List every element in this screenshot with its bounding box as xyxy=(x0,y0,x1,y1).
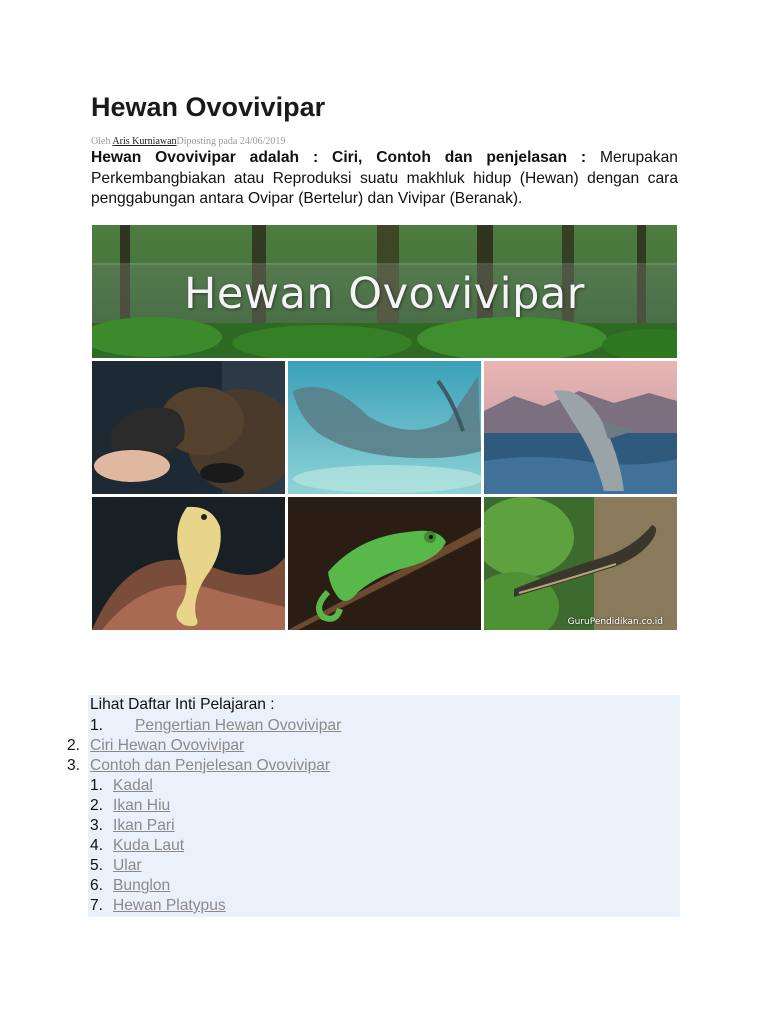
toc-subitem xyxy=(90,816,175,836)
toc-subitem-number: 7. xyxy=(90,897,104,914)
platypus-image xyxy=(92,361,285,494)
toc-link-pengertian[interactable]: Pengertian Hewan Ovovivipar xyxy=(135,717,342,734)
toc-link-kuda-laut[interactable]: Kuda Laut xyxy=(113,837,185,854)
post-meta xyxy=(91,136,285,147)
toc-subitem xyxy=(90,856,142,876)
intro-text: Merupakan Perkembangbiakan atau Reproduksi suatu makhluk hidup (Hewan) dengan cara penggabungan antara Ovipar (Bertelur) dan Vivipar (Beranak). xyxy=(91,149,678,207)
intro-paragraph xyxy=(91,148,678,210)
toc-subitem-number: 4. xyxy=(90,837,104,854)
table-of-contents xyxy=(67,695,680,917)
author-link[interactable]: Aris Kurniawan xyxy=(112,136,177,147)
toc-subitem-number: 6. xyxy=(90,877,104,894)
toc-item xyxy=(90,716,341,736)
stingray-image xyxy=(288,361,481,494)
toc-link-ikan-pari[interactable]: Ikan Pari xyxy=(113,817,175,834)
toc-heading: Lihat Daftar Inti Pelajaran : xyxy=(90,696,275,713)
watermark-text: GuruPendidikan.co.id xyxy=(567,617,663,627)
banner-forest-image xyxy=(92,225,677,358)
chameleon-image xyxy=(288,497,481,630)
toc-subitem xyxy=(90,896,226,916)
article-image-collage xyxy=(92,225,677,630)
shark-image xyxy=(484,361,677,494)
toc-link-bunglon[interactable]: Bunglon xyxy=(113,877,171,894)
toc-link-ciri[interactable]: Ciri Hewan Ovovivipar xyxy=(90,737,245,754)
toc-item-number: 3. xyxy=(67,757,81,774)
toc-item-number: 2. xyxy=(67,737,81,754)
intro-bold-lead: Hewan Ovovivipar adalah : Ciri, Contoh dan penjelasan : xyxy=(91,149,587,166)
toc-subitem xyxy=(90,876,170,896)
toc-subitem xyxy=(90,836,184,856)
toc-subitem xyxy=(90,776,153,796)
toc-item xyxy=(67,756,330,776)
toc-link-ular[interactable]: Ular xyxy=(113,857,142,874)
toc-link-contoh[interactable]: Contoh dan Penjelesan Ovovivipar xyxy=(90,757,331,774)
toc-subitem-number: 2. xyxy=(90,797,104,814)
toc-link-ikan-hiu[interactable]: Ikan Hiu xyxy=(113,797,171,814)
meta-by-label: Oleh xyxy=(91,136,113,147)
toc-subitem-number: 3. xyxy=(90,817,104,834)
toc-subitem xyxy=(90,796,170,816)
meta-posted-label: Diposting pada 24/06/2019 xyxy=(176,136,286,147)
toc-item-number: 1. xyxy=(90,717,104,734)
toc-subitem-number: 1. xyxy=(90,777,104,794)
lizard-image xyxy=(484,497,677,630)
page-title: Hewan Ovovivipar xyxy=(91,92,326,122)
toc-link-kadal[interactable]: Kadal xyxy=(113,777,153,794)
banner-title: Hewan Ovovivipar xyxy=(184,269,585,319)
toc-link-hewan-platypus[interactable]: Hewan Platypus xyxy=(113,897,226,914)
toc-subitem-number: 5. xyxy=(90,857,104,874)
toc-item xyxy=(67,736,244,756)
seahorse-image xyxy=(92,497,285,630)
